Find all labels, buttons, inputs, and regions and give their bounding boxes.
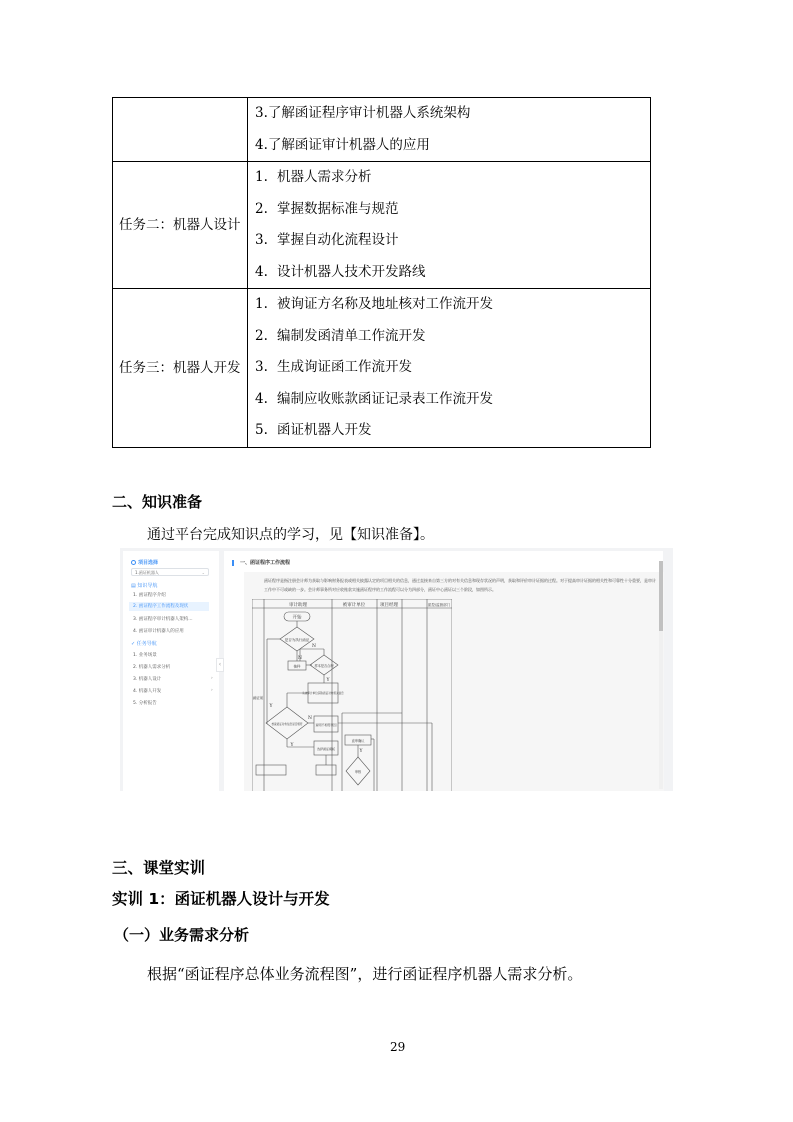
knowledge-prep-text: 通过平台完成知识点的学习，见【知识准备】。 (147, 527, 434, 543)
flow-next-node (316, 765, 336, 775)
chevron-down-icon: ⌄ (201, 570, 205, 575)
task-item-number: 2. (255, 200, 268, 217)
task-item-text: 4.了解函证审计机器人的应用 (255, 136, 430, 153)
flow-start-label: 开始 (292, 615, 302, 621)
project-select-label: 项目选择 (131, 559, 158, 566)
task-nav-heading: ✓ 任务导航 (131, 641, 157, 647)
table-row (113, 289, 651, 448)
flow-column-header: 审计助理 (289, 603, 307, 608)
sidebar (123, 551, 219, 791)
flow-yes-label: Y (269, 704, 273, 709)
location-icon (131, 560, 136, 565)
task-item-number: 5. (255, 422, 268, 438)
flow-confirm-label: 直审确认 (351, 739, 365, 743)
flow-get-info-label: 从被审计单位获取函证对象相关信息 (302, 692, 344, 695)
scrollbar-thumb[interactable] (659, 561, 663, 631)
sidebar-knowledge-item[interactable]: 2. 函证程序工作流程及现状 (129, 602, 209, 611)
requirement-analysis-text: 根据“函证程序总体业务流程图”，进行函证程序机器人需求分析。 (147, 965, 583, 983)
chevron-right-icon: › (211, 688, 213, 693)
book-icon: ▤ (131, 583, 138, 589)
project-select[interactable]: 1.函证机器人 ⌄ (131, 568, 209, 576)
task-item-text: 3.了解函证程序审计机器人系统架构 (255, 105, 471, 121)
section-heading-knowledge-prep: 二、知识准备 (112, 493, 203, 511)
sidebar-collapse-button[interactable]: ‹ (216, 658, 224, 672)
task-item (255, 321, 650, 353)
flow-no-label: N (308, 716, 312, 721)
task-icon: ✓ (131, 641, 137, 647)
content-scrollbar[interactable] (659, 561, 663, 789)
task-item-number: 4. (255, 390, 268, 407)
task-item-text: 被询证方名称及地址核对工作流开发 (277, 296, 493, 312)
flow-yes-label: Y (359, 749, 363, 754)
chevron-right-icon: › (211, 676, 213, 681)
task-item-number: 1. (255, 169, 268, 185)
task-item-text: 掌握自动化流程设计 (277, 232, 399, 248)
flow-explain-label: 查明不相符原因 (315, 723, 337, 727)
task-item-text: 生成询证函工作流开发 (277, 359, 412, 375)
task-item-text: 设计机器人技术开发路线 (277, 263, 426, 280)
flowchart (252, 599, 452, 791)
task-items-cell (248, 98, 651, 162)
task-item (255, 415, 650, 447)
flow-yes-label: Y (290, 743, 294, 748)
flow-no-label: N (298, 656, 302, 661)
task-item (255, 98, 650, 130)
task-name-cell (113, 98, 248, 162)
flow-skip-label: 抽样 (293, 664, 301, 669)
task-item-number: 1. (255, 296, 268, 312)
flow-column-header: 项目经理 (380, 603, 398, 608)
task-item (255, 162, 650, 194)
flow-side-label: 函证前 (252, 696, 264, 700)
flow-d4-label: 审核 (354, 770, 362, 774)
swimlane-frame (252, 599, 452, 791)
sidebar-task-item[interactable]: 4. 机器人开发 › (133, 688, 213, 694)
content-title: 一、函证程序工作流程 (232, 560, 290, 566)
task-item-number: 3. (255, 232, 268, 248)
task-item (255, 289, 650, 321)
flow-template-label: 选择函证模板 (316, 747, 336, 751)
flow-d2-label: 样本是否合理 (314, 664, 334, 668)
flow-no-label: N (312, 644, 316, 649)
task-item (255, 352, 650, 384)
sidebar-knowledge-item[interactable]: 1. 函证程序介绍 (133, 593, 166, 598)
flow-column-header: 被审计单位 (342, 603, 366, 608)
sidebar-knowledge-item[interactable]: 4. 函证审计机器人的应用 (133, 629, 184, 634)
task-item-text: 编制发函清单工作流开发 (277, 327, 426, 344)
table-row (113, 98, 651, 162)
knowledge-nav-heading: ▤ 知识导航 (131, 583, 158, 589)
task-item (255, 194, 650, 226)
task-item (255, 257, 650, 289)
task-item-number: 3. (255, 359, 268, 375)
sidebar-task-item[interactable]: 5. 分析报告 (133, 701, 157, 706)
sidebar-task-item[interactable]: 1. 业务场景 (133, 653, 157, 658)
task-name-cell: 任务二：机器人设计 (113, 162, 248, 289)
task-item-text: 编制应收账款函证记录表工作流开发 (277, 390, 493, 407)
content-panel (224, 551, 663, 791)
training-title: 实训 1：函证机器人设计与开发 (112, 890, 330, 908)
task-item-number: 4. (255, 263, 268, 280)
flow-column-header: 质控/监督部门 (427, 603, 451, 607)
sidebar-knowledge-item[interactable]: 3. 函证程序审计机器人架构... (133, 617, 193, 622)
sub-heading-requirement-analysis: （一）业务需求分析 (114, 926, 250, 944)
task-item-text: 机器人需求分析 (277, 169, 372, 185)
task-items-cell (248, 162, 651, 289)
content-description: 函证程序是指注册会计师为获取与影响财务报表或相关披露认定的项目相关的信息，通过直接来自第三方的对有关信息和现存状况的声明，获取和评价审计证据的过程。对于提高审计证据的相关性和可靠性十分重要，是审计工作中不可或缺的一步。会计师事务所对应收账款实施函证程序的工作流程可以分为四部分，函证中心函证以三个阶段，如图所示。 (264, 578, 656, 592)
flow-d1-label: 是否为执行函证 (284, 638, 310, 642)
task-name-cell: 任务三：机器人开发 (113, 289, 248, 448)
sidebar-task-item[interactable]: 3. 机器人设计 › (133, 676, 213, 682)
task-items-cell (248, 289, 651, 448)
task-table (112, 97, 651, 448)
task-item (255, 225, 650, 257)
page-number: 29 (390, 1040, 406, 1054)
flow-d3-label: 核查函证对象信息是否相符 (271, 723, 303, 726)
sidebar-task-item[interactable]: 2. 机器人需求分析 (133, 665, 171, 670)
platform-screenshot (120, 548, 673, 791)
table-row (113, 162, 651, 289)
task-item-text: 掌握数据标准与规范 (277, 200, 399, 217)
task-item-number: 2. (255, 327, 268, 344)
section-heading-classroom-training: 三、课堂实训 (112, 859, 206, 877)
task-item-text: 函证机器人开发 (277, 422, 372, 438)
task-item (255, 384, 650, 416)
flow-left-node (256, 765, 286, 775)
flow-yes-label: Y (326, 678, 330, 683)
task-item (255, 130, 650, 162)
